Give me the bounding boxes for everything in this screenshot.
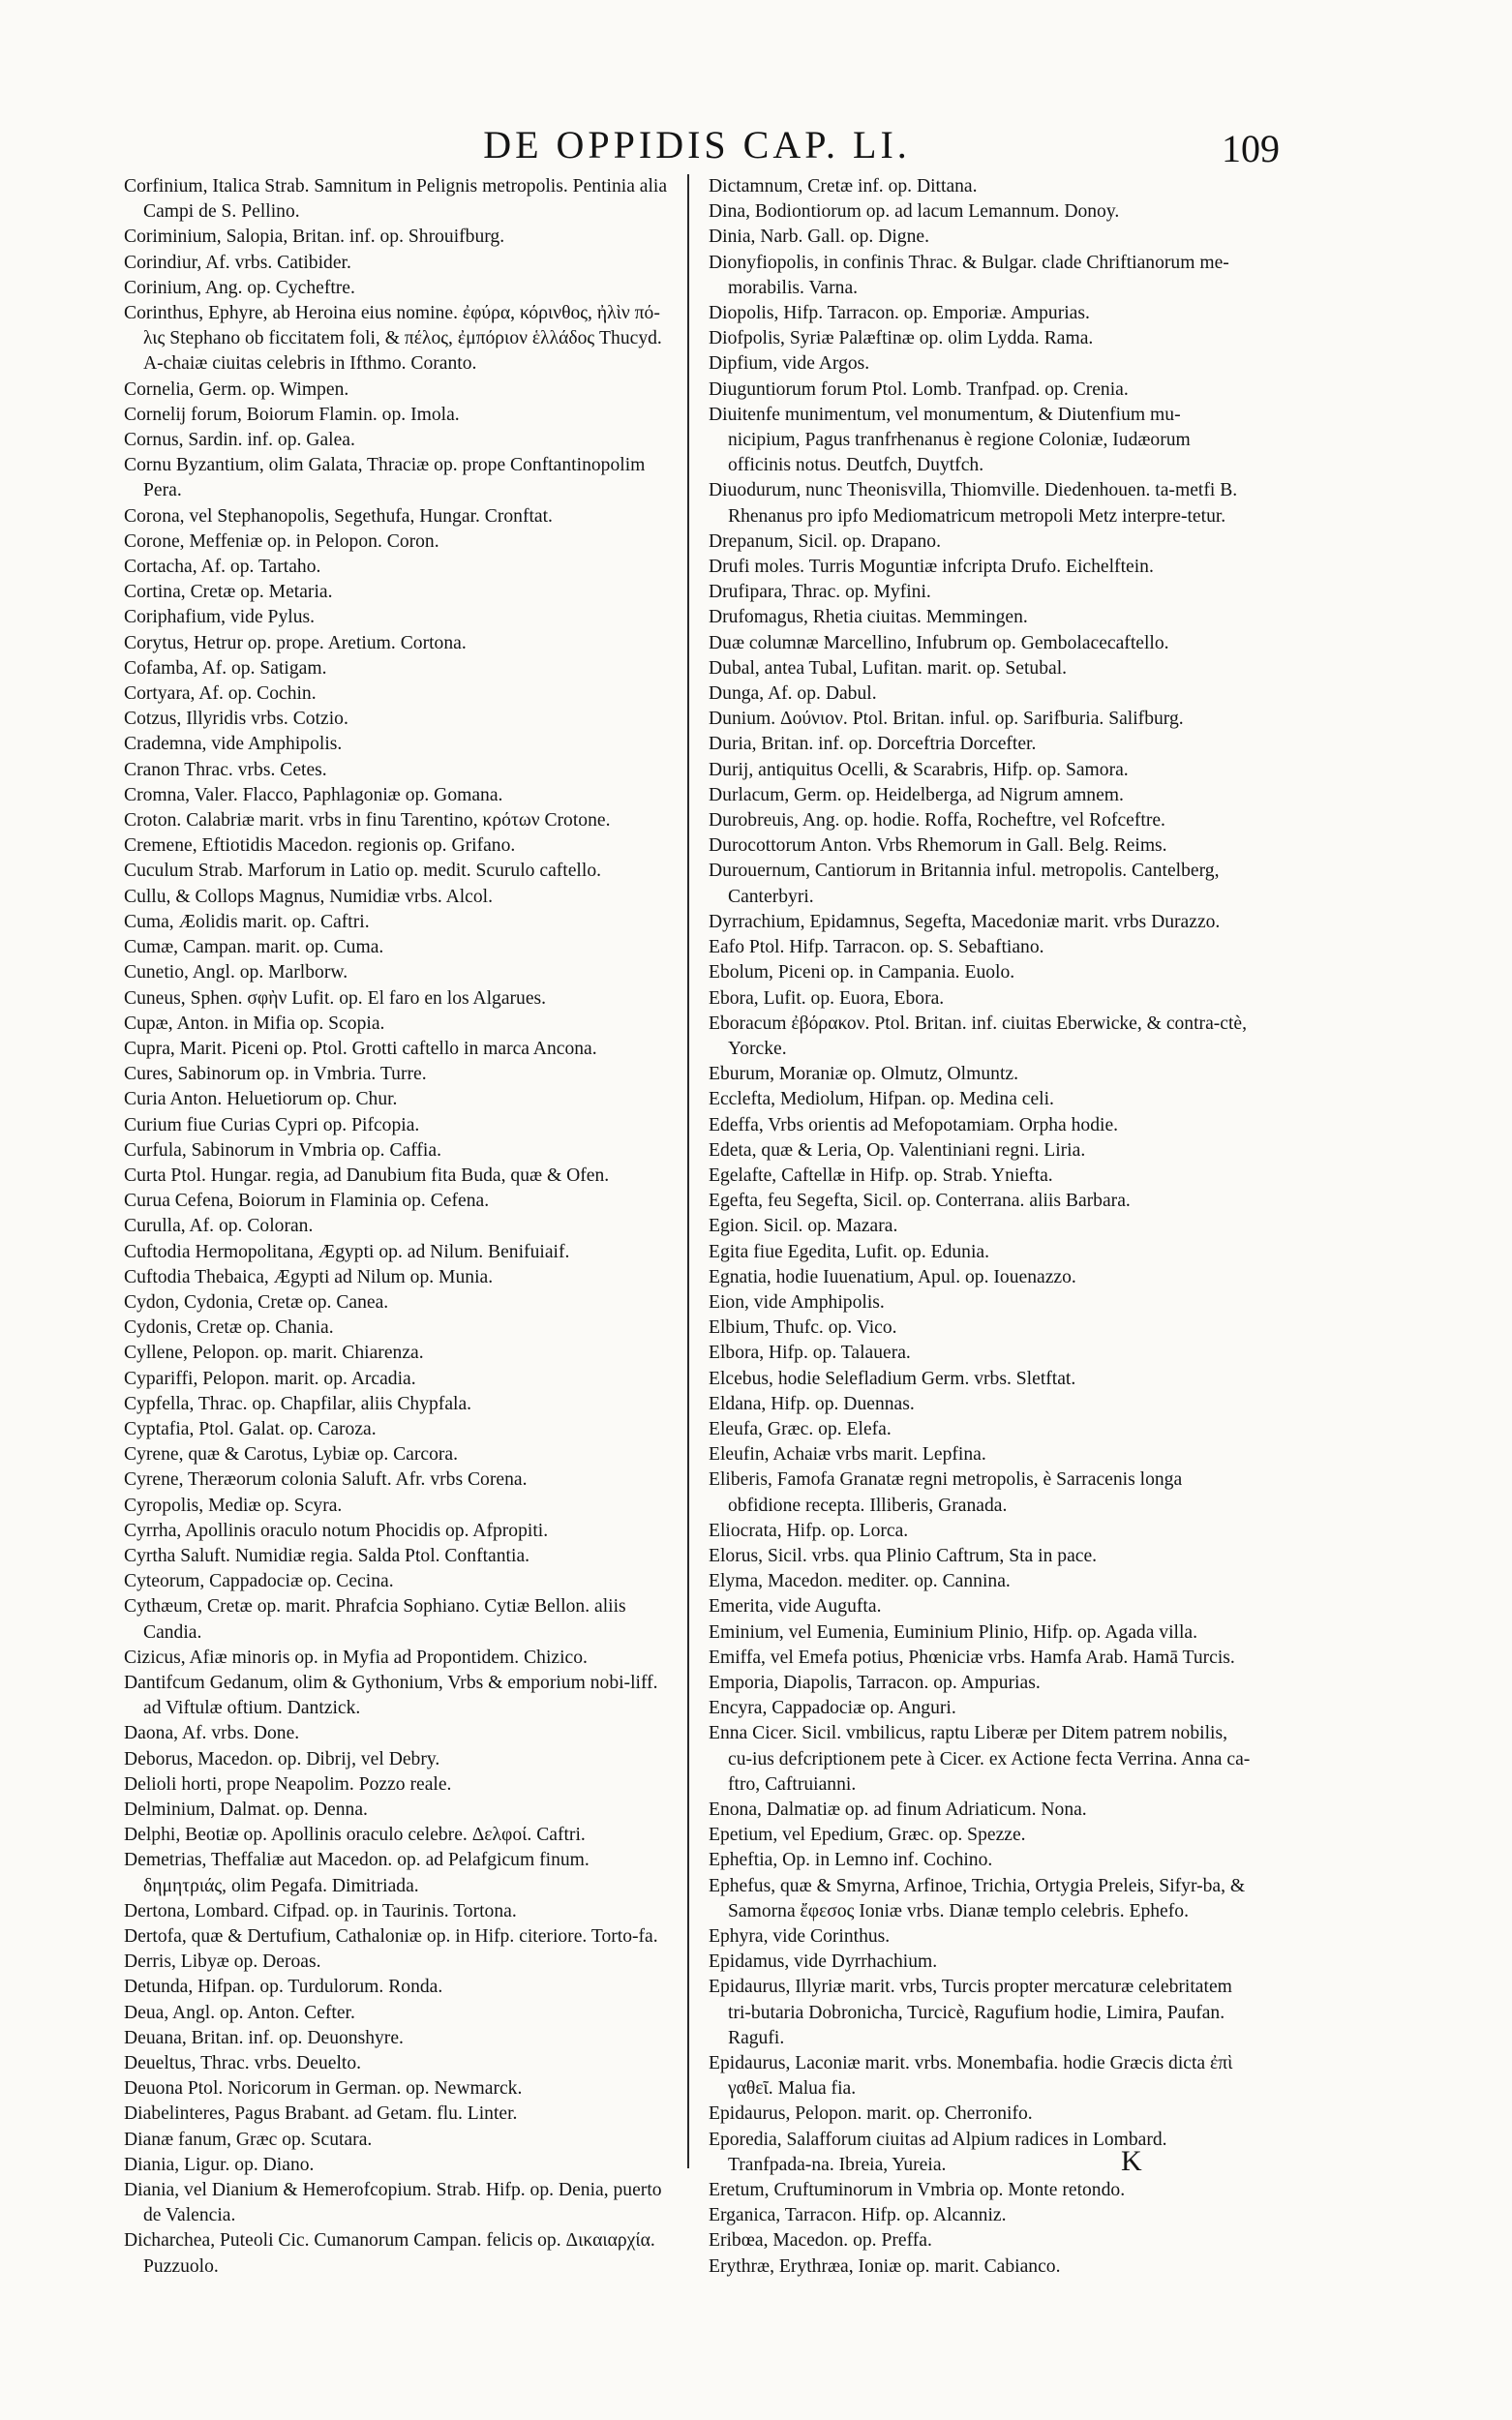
index-entry: Eretum, Cruftuminorum in Vmbria op. Monte retondo.: [709, 2180, 1126, 2201]
index-entry: Emerita, vide Augufta.: [709, 1596, 882, 1618]
index-entry: Dyrrachium, Epidamnus, Segefta, Macedoniæ marit. vrbs Durazzo.: [709, 911, 1221, 932]
index-entry: Curua Cefena, Boiorum in Flaminia op. Cefena.: [124, 1191, 490, 1212]
index-entry: Dertofa, quæ & Dertufium, Cathaloniæ op. in Hifp. citeriore. Torto-fa.: [124, 1926, 658, 1948]
index-entry: Edeffa, Vrbs orientis ad Mefopotamiam. Orpha hodie.: [709, 1114, 1119, 1135]
index-entry: Dictamnum, Cretæ inf. op. Dittana.: [709, 176, 978, 197]
index-entry: Eporedia, Salafforum ciuitas ad Alpium radices in Lombard. Tranfpada-na. Ibreia, Yureia.: [709, 2129, 1167, 2175]
index-entry: Corinthus, Ephyre, ab Heroina eius nomine. ἐφύρα, κόρινθος, ἠλὶν πό-λις Stephano ob ficcitatem foli, & πέλος, ἐμπόριον ἑλλάδος Thucyd. A-chaiæ ciuitas celebris in Ifthmo. Coranto.: [124, 303, 662, 375]
index-entry: Corfinium, Italica Strab. Samnitum in Pelignis metropolis. Pentinia alia Campi de S. Pellino.: [124, 176, 668, 223]
index-entry: Egefta, feu Segefta, Sicil. op. Conterrana. aliis Barbara.: [709, 1191, 1131, 1212]
index-entry: Diania, vel Dianium & Hemerofcopium. Strab. Hifp. op. Denia, puerto de Valencia.: [124, 2180, 662, 2226]
index-entry: Ephyra, vide Corinthus.: [709, 1926, 891, 1948]
index-entry: Duria, Britan. inf. op. Dorceftria Dorcefter.: [709, 734, 1037, 755]
index-entry: Corone, Meffeniæ op. in Pelopon. Coron.: [124, 530, 439, 552]
index-entry: Diuguntiorum forum Ptol. Lomb. Tranfpad. op. Crenia.: [709, 378, 1129, 400]
index-entry: Dunga, Af. op. Dabul.: [709, 683, 877, 705]
index-entry: Corona, vel Stephanopolis, Segethufa, Hungar. Cronftat.: [124, 505, 553, 527]
index-entry: Emporia, Diapolis, Tarracon. op. Ampurias.: [709, 1672, 1041, 1693]
index-entry: Eldana, Hifp. op. Duennas.: [709, 1393, 915, 1414]
index-entry: Epetium, vel Epedium, Græc. op. Spezze.: [709, 1825, 1026, 1846]
index-entry: Curta Ptol. Hungar. regia, ad Danubium fita Buda, quæ & Ofen.: [124, 1165, 610, 1186]
index-entry: Drufi moles. Turris Moguntiæ infcripta Drufo. Eichelftein.: [709, 557, 1154, 578]
index-entry: Egion. Sicil. op. Mazara.: [709, 1216, 898, 1237]
index-entry: Erythræ, Erythræa, Ioniæ op. marit. Cabianco.: [709, 2255, 1061, 2277]
index-entry: Cornelij forum, Boiorum Flamin. op. Imola.: [124, 404, 460, 425]
index-entry: Cornus, Sardin. inf. op. Galea.: [124, 430, 355, 451]
right-column: [709, 174, 1251, 2280]
index-entry: Cotzus, Illyridis vrbs. Cotzio.: [124, 709, 348, 730]
index-entry: Cranon Thrac. vrbs. Cetes.: [124, 759, 327, 780]
index-entry: Cornelia, Germ. op. Wimpen.: [124, 378, 349, 400]
index-entry: Egita fiue Egedita, Lufit. op. Edunia.: [709, 1241, 990, 1262]
index-entry: Eboracum ἐβόρακον. Ptol. Britan. inf. ciuitas Eberwicke, & contra-ctè, Yorcke.: [709, 1013, 1248, 1059]
index-entry: Egelafte, Caftellæ in Hifp. op. Strab. Yniefta.: [709, 1165, 1053, 1186]
index-entry: Demetrias, Theffaliæ aut Macedon. op. ad Pelafgicum finum. δημητριάς, olim Pegafa. Dimitriada.: [124, 1850, 590, 1896]
index-entry: Diabelinteres, Pagus Brabant. ad Getam. flu. Linter.: [124, 2103, 518, 2125]
index-entry: Diania, Ligur. op. Diano.: [124, 2154, 315, 2175]
signature-mark: K: [1121, 2145, 1142, 2177]
index-entry: Dinia, Narb. Gall. op. Digne.: [709, 227, 929, 248]
index-entry: Epidaurus, Illyriæ marit. vrbs, Turcis propter mercaturæ celebritatem tri-butaria Dobronicha, Turcicè, Ragufium hodie, Limira, Paufan. Ragufi.: [709, 1977, 1232, 2048]
index-entry: Croton. Calabriæ marit. vrbs in finu Tarentino, κρότων Crotone.: [124, 810, 611, 832]
index-entry: Elorus, Sicil. vrbs. qua Plinio Caftrum, Sta in pace.: [709, 1545, 1098, 1566]
index-entry: Corindiur, Af. vrbs. Catibider.: [124, 252, 351, 273]
index-entry: Cuma, Æolidis marit. op. Caftri.: [124, 911, 370, 932]
index-entry: Deuona Ptol. Noricorum in German. op. Newmarck.: [124, 2078, 523, 2100]
index-entry: Cuftodia Hermopolitana, Ægypti op. ad Nilum. Benifuiaif.: [124, 1241, 570, 1262]
index-entry: Curia Anton. Heluetiorum op. Chur.: [124, 1089, 398, 1110]
index-entry: Elbora, Hifp. op. Talauera.: [709, 1343, 911, 1364]
index-entry: Cuneus, Sphen. σφὴν Lufit. op. El faro en los Algarues.: [124, 987, 547, 1009]
index-entry: Epidaurus, Pelopon. marit. op. Cherronifo.: [709, 2103, 1033, 2125]
index-entry: Elbium, Thufc. op. Vico.: [709, 1317, 897, 1339]
index-entry: Deborus, Macedon. op. Dibrij, vel Debry.: [124, 1748, 440, 1770]
index-entry: Coriphafium, vide Pylus.: [124, 607, 316, 628]
index-entry: Cuftodia Thebaica, Ægypti ad Nilum op. Munia.: [124, 1266, 494, 1287]
index-entry: Derris, Libyæ op. Deroas.: [124, 1951, 321, 1973]
index-entry: Durobreuis, Ang. op. hodie. Roffa, Rocheftre, vel Rofceftre.: [709, 810, 1165, 832]
index-entry: Deueltus, Thrac. vrbs. Deuelto.: [124, 2053, 362, 2074]
index-entry: Epidamus, vide Dyrrhachium.: [709, 1951, 938, 1973]
index-entry: Cuculum Strab. Marforum in Latio op. medit. Scurulo caftello.: [124, 861, 602, 882]
index-entry: Cyrrha, Apollinis oraculo notum Phocidis op. Afpropiti.: [124, 1520, 549, 1541]
index-entry: Epheftia, Op. in Lemno inf. Cochino.: [709, 1850, 993, 1871]
index-entry: Cypfella, Thrac. op. Chapfilar, aliis Chypfala.: [124, 1393, 472, 1414]
index-entry: Cromna, Valer. Flacco, Paphlagoniæ op. Gomana.: [124, 784, 503, 805]
index-entry: Dionyfiopolis, in confinis Thrac. & Bulgar. clade Chriftianorum me-morabilis. Varna.: [709, 252, 1229, 298]
index-entry: Dantifcum Gedanum, olim & Gythonium, Vrbs & emporium nobi-liff. ad Viftulæ oftium. Dantzick.: [124, 1672, 658, 1719]
index-entry: Dubal, antea Tubal, Lufitan. marit. op. Setubal.: [709, 657, 1068, 679]
index-entry: Cyteorum, Cappadociæ op. Cecina.: [124, 1571, 394, 1592]
index-entry: Cunetio, Angl. op. Marlborw.: [124, 962, 348, 983]
index-entry: Curulla, Af. op. Coloran.: [124, 1216, 314, 1237]
index-entry: Cremene, Eftiotidis Macedon. regionis op. Grifano.: [124, 835, 516, 857]
index-entry: Eburum, Moraniæ op. Olmutz, Olmuntz.: [709, 1064, 1018, 1085]
index-entry: Daona, Af. vrbs. Done.: [124, 1723, 300, 1744]
index-entry: Cornu Byzantium, olim Galata, Thraciæ op. prope Conftantinopolim Pera.: [124, 455, 646, 501]
index-entry: Erganica, Tarracon. Hifp. op. Alcanniz.: [709, 2205, 1007, 2226]
index-entry: Cythæum, Cretæ op. marit. Phrafcia Sophiano. Cytiæ Bellon. aliis Candia.: [124, 1596, 626, 1643]
index-entry: Cullu, & Collops Magnus, Numidiæ vrbs. Alcol.: [124, 886, 494, 907]
index-entry: Detunda, Hifpan. op. Turdulorum. Ronda.: [124, 1977, 443, 1998]
index-entry: Eleufa, Græc. op. Elefa.: [709, 1418, 892, 1439]
index-entry: Crademna, vide Amphipolis.: [124, 734, 343, 755]
index-entry: Ephefus, quæ & Smyrna, Arfinoe, Trichia, Ortygia Preleis, Sifyr-ba, & Samorna ἔφεσος Ioniæ vrbs. Dianæ templo celebris. Ephefo.: [709, 1875, 1246, 1921]
index-entry: Enona, Dalmatiæ op. ad finum Adriaticum. Nona.: [709, 1800, 1087, 1820]
index-entry: Cyllene, Pelopon. op. marit. Chiarenza.: [124, 1343, 424, 1364]
index-entry: Durocottorum Anton. Vrbs Rhemorum in Gall. Belg. Reims.: [709, 835, 1167, 857]
index-entry: Ebolum, Piceni op. in Campania. Euolo.: [709, 962, 1015, 983]
index-entry: Durlacum, Germ. op. Heidelberga, ad Nigrum amnem.: [709, 784, 1124, 805]
index-entry: Curium fiue Curias Cypri op. Pifcopia.: [124, 1114, 420, 1135]
index-entry: Cofamba, Af. op. Satigam.: [124, 657, 327, 679]
index-entry: Diuodurum, nunc Theonisvilla, Thiomville. Diedenhouen. ta-metfi B. Rhenanus pro ipfo Mediomatricum metropoli Metz interpre-tetur.: [709, 480, 1238, 527]
index-entry: Cyropolis, Mediæ op. Scyra.: [124, 1495, 343, 1516]
index-entry: Dipfium, vide Argos.: [709, 353, 870, 375]
index-entry: Eafo Ptol. Hifp. Tarracon. op. S. Sebaftiano.: [709, 937, 1044, 958]
index-entry: Cyptafia, Ptol. Galat. op. Caroza.: [124, 1418, 377, 1439]
index-entry: Edeta, quæ & Leria, Op. Valentiniani regni. Liria.: [709, 1139, 1086, 1161]
index-entry: Corinium, Ang. op. Cycheftre.: [124, 277, 355, 298]
index-entry: Drufipara, Thrac. op. Myfini.: [709, 582, 931, 603]
index-entry: Eion, vide Amphipolis.: [709, 1291, 885, 1313]
index-entry: Duæ columnæ Marcellino, Infubrum op. Gembolacecaftello.: [709, 632, 1169, 653]
index-entry: Dina, Bodiontiorum op. ad lacum Lemannum. Donoy.: [709, 201, 1120, 223]
index-entry: Curfula, Sabinorum in Vmbria op. Caffia.: [124, 1139, 441, 1161]
index-entry: Deuana, Britan. inf. op. Deuonshyre.: [124, 2027, 404, 2048]
index-entry: Cupæ, Anton. in Mifia op. Scopia.: [124, 1013, 385, 1034]
index-entry: Cydon, Cydonia, Cretæ op. Canea.: [124, 1291, 389, 1313]
index-entry: Durouernum, Cantiorum in Britannia inful. metropolis. Cantelberg, Canterbyri.: [709, 861, 1220, 907]
running-head: DE OPPIDIS CAP. LI.: [483, 123, 911, 166]
index-entry: Eliberis, Famofa Granatæ regni metropolis, è Sarracenis longa obfidione recepta. Illiberis, Granada.: [709, 1469, 1183, 1516]
index-entry: Encyra, Cappadociæ op. Anguri.: [709, 1698, 956, 1719]
index-entry: Cyrtha Saluft. Numidiæ regia. Salda Ptol. Conftantia.: [124, 1545, 530, 1566]
index-entry: Elyma, Macedon. mediter. op. Cannina.: [709, 1571, 1011, 1592]
index-entry: Delphi, Beotiæ op. Apollinis oraculo celebre. Δελφοί. Caftri.: [124, 1825, 586, 1846]
index-entry: Dertona, Lombard. Cifpad. op. in Taurinis. Tortona.: [124, 1900, 517, 1921]
index-entry: Deua, Angl. op. Anton. Cefter.: [124, 2002, 355, 2023]
index-entry: Enna Cicer. Sicil. vmbilicus, raptu Liberæ per Ditem patrem nobilis, cu-ius defcriptionem pete à Cicer. ex Actione fecta Verrina. Anna ca-ftro, Caftruianni.: [709, 1723, 1251, 1795]
index-entry: Eleufin, Achaiæ vrbs marit. Lepfina.: [709, 1444, 986, 1466]
index-entry: Eribœa, Macedon. op. Preffa.: [709, 2230, 932, 2252]
index-entry: Coriminium, Salopia, Britan. inf. op. Shrouifburg.: [124, 227, 505, 248]
index-entry: Delminium, Dalmat. op. Denna.: [124, 1800, 368, 1820]
index-entry: Durij, antiquitus Ocelli, & Scarabris, Hifp. op. Samora.: [709, 759, 1129, 780]
index-entry: Elcebus, hodie Selefladium Germ. vrbs. Sletftat.: [709, 1368, 1076, 1389]
left-column: [124, 174, 674, 2280]
index-entry: Eliocrata, Hifp. op. Lorca.: [709, 1520, 909, 1541]
index-entry: Cyrene, Theræorum colonia Saluft. Afr. vrbs Corena.: [124, 1469, 528, 1491]
index-entry: Cyrene, quæ & Carotus, Lybiæ op. Carcora.: [124, 1444, 459, 1466]
index-entry: Dicharchea, Puteoli Cic. Cumanorum Campan. felicis op. Δικαιαρχία. Puzzuolo.: [124, 2230, 655, 2277]
index-entry: Cizicus, Afiæ minoris op. in Myfia ad Propontidem. Chizico.: [124, 1647, 588, 1668]
index-entry: Diofpolis, Syriæ Palæftinæ op. olim Lydda. Rama.: [709, 328, 1094, 349]
index-entry: Emiffa, vel Emefa potius, Phœniciæ vrbs. Hamfa Arab. Hamā Turcis.: [709, 1647, 1235, 1668]
index-entry: Ecclefta, Mediolum, Hifpan. op. Medina celi.: [709, 1089, 1054, 1110]
index-entry: Ebora, Lufit. op. Euora, Ebora.: [709, 987, 945, 1009]
index-entry: Cortina, Cretæ op. Metaria.: [124, 582, 333, 603]
index-entry: Egnatia, hodie Iuuenatium, Apul. op. Iouenazzo.: [709, 1266, 1076, 1287]
index-entry: Diuitenfe munimentum, vel monumentum, & Diutenfium mu-nicipium, Pagus tranfrhenanus è regione Coloniæ, Iudæorum officinis notus. Deutfch, Duytfch.: [709, 404, 1191, 476]
index-entry: Dunium. Δούνιον. Ptol. Britan. inful. op. Sarifburia. Salifburg.: [709, 709, 1184, 730]
index-entry: Epidaurus, Laconiæ marit. vrbs. Monembafia. hodie Græcis dicta ἐπὶ γαθεῖ. Malua fia.: [709, 2053, 1233, 2100]
index-entry: Cures, Sabinorum op. in Vmbria. Turre.: [124, 1064, 427, 1085]
index-entry: Dianæ fanum, Græc op. Scutara.: [124, 2129, 373, 2150]
index-entry: Cydonis, Cretæ op. Chania.: [124, 1317, 334, 1339]
page-number: 109: [1222, 127, 1280, 170]
index-entry: Cypariffi, Pelopon. marit. op. Arcadia.: [124, 1368, 416, 1389]
index-entry: Cortacha, Af. op. Tartaho.: [124, 557, 321, 578]
index-entry: Delioli horti, prope Neapolim. Pozzo reale.: [124, 1773, 452, 1795]
index-entry: Cortyara, Af. op. Cochin.: [124, 683, 317, 705]
index-entry: Cumæ, Campan. marit. op. Cuma.: [124, 937, 384, 958]
column-rule: [687, 174, 689, 2168]
index-entry: Drufomagus, Rhetia ciuitas. Memmingen.: [709, 607, 1028, 628]
index-entry: Eminium, vel Eumenia, Euminium Plinio, Hifp. op. Agada villa.: [709, 1621, 1198, 1643]
index-entry: Drepanum, Sicil. op. Drapano.: [709, 530, 941, 552]
index-entry: Corytus, Hetrur op. prope. Aretium. Cortona.: [124, 632, 467, 653]
index-entry: Cupra, Marit. Piceni op. Ptol. Grotti caftello in marca Ancona.: [124, 1038, 597, 1059]
index-entry: Diopolis, Hifp. Tarracon. op. Emporiæ. Ampurias.: [709, 303, 1090, 324]
